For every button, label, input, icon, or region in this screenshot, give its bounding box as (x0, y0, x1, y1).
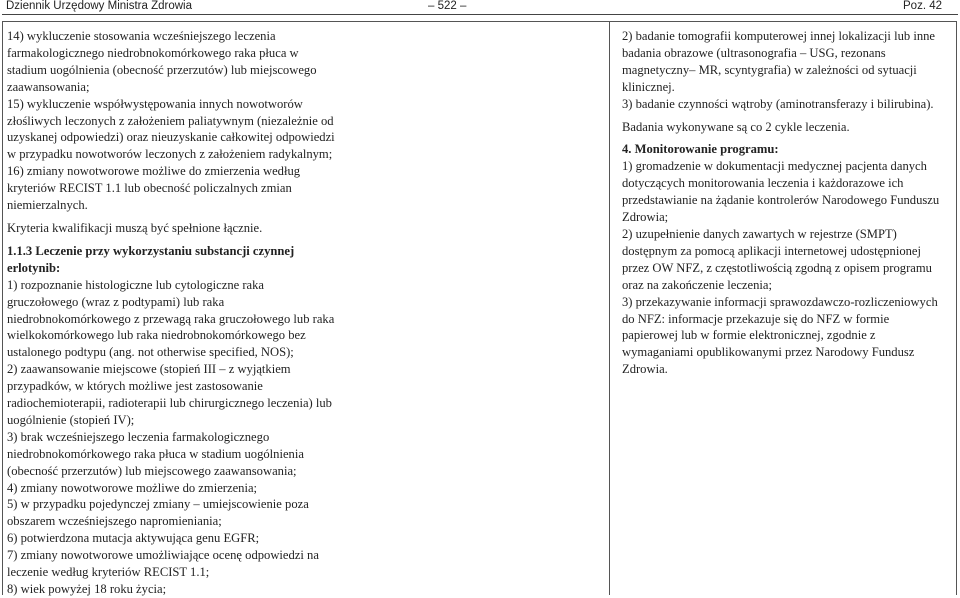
erlotinib-criterion-6: 6) potwierdzona mutacja aktywująca genu EGFR; (7, 531, 260, 546)
erlotinib-criterion-1: 1) rozpoznanie histologiczne lub cytologiczne raka gruczołowego (wraz z podtypami) lub raka niedrobnokomórkowego z przewagą raka gruczołowego lub raka wielkokomórkowego lub raka niedrobnokomórkowego bez ustalonego podtypu (ang. not otherwise specified, NOS); (7, 277, 335, 360)
exam-item-2: 2) badanie tomografii komputerowej innej lokalizacji lub inne badania obrazowe (ultrasonografia – USG, rezonans magnetyczny– MR, scyntygrafia) w zależności od sytuacji klinicznej. (622, 29, 935, 94)
erlotinib-criterion-5: 5) w przypadku pojedynczej zmiany – umiejscowienie poza obszarem wcześniejszego napromieniania; (7, 497, 309, 529)
monitoring-column (622, 28, 942, 378)
monitoring-item-3: 3) przekazywanie informacji sprawozdawczo-rozliczeniowych do NFZ: informacje przekazuje się do NFZ w formie papierowej lub w formie elektronicznej, zgodnie z wymaganiami opublikowanymi przez Narodowy Fundusz Zdrowia. (622, 294, 938, 377)
cycles-note: Badania wykonywane są co 2 cykle leczenia. (622, 119, 850, 134)
program-table (2, 21, 957, 595)
page-header (0, 0, 960, 16)
erlotinib-criterion-8: 8) wiek powyżej 18 roku życia; (7, 582, 167, 596)
monitoring-item-1: 1) gromadzenie w dokumentacji medycznej pacjenta danych dotyczących monitorowania leczenia i każdorazowe ich przedstawianie na żądanie kontrolerów Narodowego Funduszu Zdrowia; (622, 159, 940, 225)
column-divider (609, 22, 610, 595)
erlotinib-criterion-3: 3) brak wcześniejszego leczenia farmakologicznego niedrobnokomórkowego raka płuca w stadium uogólnienia (obecność przerzutów) lub miejscowego zaawansowania; (7, 429, 304, 478)
monitoring-item-2: 2) uzupełnienie danych zawartych w rejestrze (SMPT) dostępnym za pomocą aplikacji internetowej udostępnionej przez OW NFZ, z częstotliwością zgodną z opisem programu oraz na zakończenie leczenia; (622, 226, 932, 292)
header-rule (2, 14, 958, 15)
journal-title: Dziennik Urzędowy Ministra Zdrowia (6, 0, 192, 12)
erlotinib-criterion-7: 7) zmiany nowotworowe umożliwiające ocenę odpowiedzi na leczenie według kryteriów RECIST 1.1; (7, 548, 319, 580)
page-number: – 522 – (428, 0, 467, 12)
exam-item-3: 3) badanie czynności wątroby (aminotransferazy i bilirubina). (622, 96, 934, 111)
criterion-16: 16) zmiany nowotworowe możliwe do zmierzenia według kryteriów RECIST 1.1 lub obecność policzalnych zmian niemierzalnych. (7, 164, 301, 213)
erlotinib-criterion-2: 2) zaawansowanie miejscowe (stopień III – z wyjątkiem przypadków, w których możliwe jest zastosowanie radiochemioterapii, radioterapii lub chirurgicznego leczenia) lub uogólnienie (stopień IV); (7, 362, 332, 427)
position-number: Poz. 42 (903, 0, 942, 12)
erlotinib-criterion-4: 4) zmiany nowotworowe możliwe do zmierzenia; (7, 480, 258, 495)
criterion-15: 15) wykluczenie współwystępowania innych nowotworów złośliwych leczonych z założeniem paliatywnym (niezależnie od uzyskanej odpowiedzi) oraz nieuzyskanie całkowitej odpowiedzi w przypadku nowotworów leczonych z założeniem radykalnym; (7, 96, 335, 162)
erlotinib-section-heading: 1.1.3 Leczenie przy wykorzystaniu substancji czynnej erlotynib: (7, 243, 295, 275)
criterion-14: 14) wykluczenie stosowania wcześniejszego leczenia farmakologicznego niedrobnokomórkowego raka płuca w stadium uogólnienia (obecność przerzutów) lub miejscowego zaawansowania; (7, 29, 317, 94)
criteria-note: Kryteria kwalifikacji muszą być spełnione łącznie. (7, 220, 263, 235)
monitoring-heading: 4. Monitorowanie programu: (622, 142, 779, 157)
qualification-column (7, 28, 337, 598)
